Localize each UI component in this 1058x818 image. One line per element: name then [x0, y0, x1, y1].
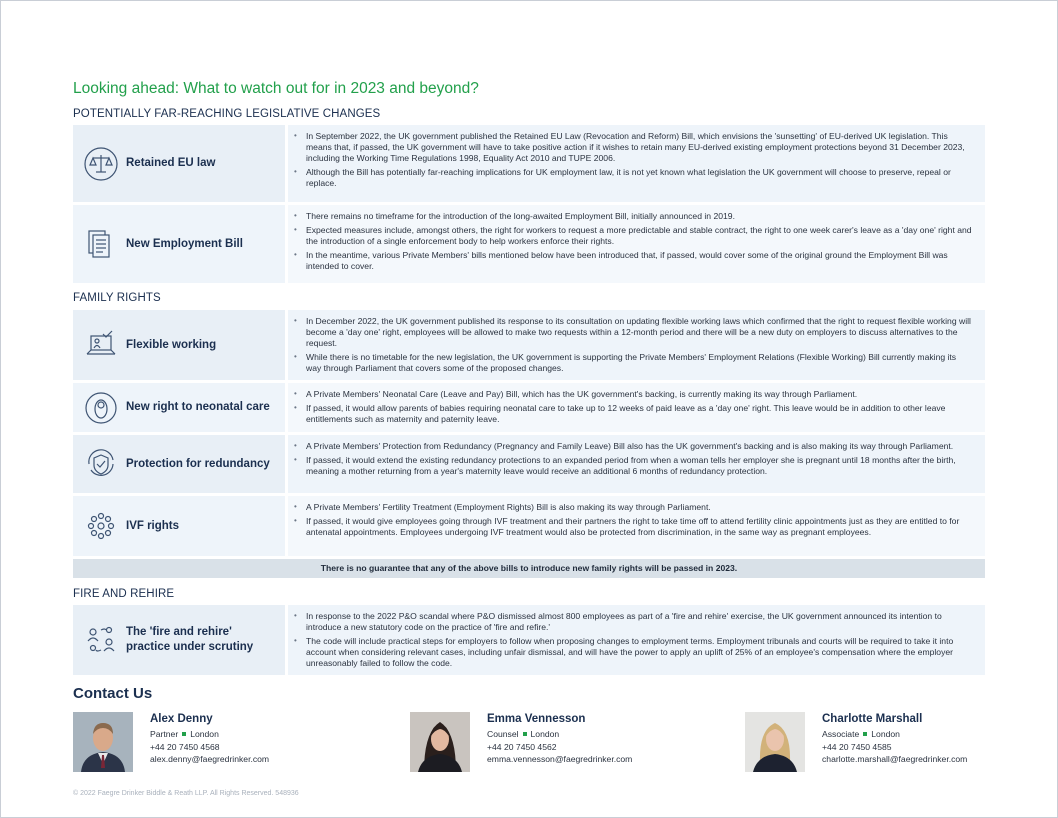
contact-email[interactable]: alex.denny@faegredrinker.com: [150, 754, 270, 765]
row-new-employment-bill: [73, 205, 985, 283]
footer-copyright: © 2022 Faegre Drinker Biddle & Reath LLP. All Rights Reserved. 548936: [73, 790, 299, 797]
bullet-item: • In response to the 2022 P&O scandal where P&O dismissed almost 800 employees as part of a 'fire and rehire' exercise, the UK government announced its intention to introduce a new statutory code on the practice of 'fire and refire.': [306, 611, 973, 633]
row-text-cell: [288, 383, 985, 432]
bullet-item: • A Private Members' Protection from Redundancy (Pregnancy and Family Leave) Bill also has the UK government's backing and is also making its way through Parliament.: [306, 441, 973, 452]
separator-dot-icon: [863, 732, 867, 736]
contact-role-line: [822, 728, 967, 741]
row-retained-eu-law: [73, 125, 985, 202]
documents-icon: [81, 226, 121, 262]
avatar: [410, 712, 470, 772]
contact-role: Counsel: [487, 729, 519, 739]
laptop-checklist-icon: [81, 327, 121, 363]
row-label: Flexible working: [126, 338, 217, 351]
row-label-cell: [73, 496, 285, 556]
bullet-item: • In December 2022, the UK government published its response to its consultation on updating flexible working laws which confirmed that the right to request flexible working will become a 'day one' right, employees will be allowed to make two requests within a 12-month period and there will be a new duty on employers to discuss alternatives to the request.: [306, 316, 973, 349]
row-neonatal-care: [73, 383, 985, 432]
row-ivf-rights: [73, 496, 985, 556]
avatar: [745, 712, 805, 772]
bullet-item: • If passed, it would allow parents of babies requiring neonatal care to take up to 12 weeks of paid leave as a 'day one' right. This leave would be in addition to other leave entitlements such as maternity and paternity leave.: [306, 403, 973, 425]
contact-name: Charlotte Marshall: [822, 713, 923, 725]
contact-city: London: [871, 729, 900, 739]
people-cycle-icon: [81, 622, 121, 658]
cells-icon: [81, 508, 121, 544]
contact-info: [487, 712, 632, 772]
contact-city: London: [190, 729, 219, 739]
page-title: Looking ahead: What to watch out for in 2023 and beyond?: [73, 80, 479, 97]
notice-banner: There is no guarantee that any of the above bills to introduce new family rights will be passed in 2023.: [73, 559, 985, 578]
avatar: [73, 712, 133, 772]
contact-email[interactable]: emma.vennesson@faegredrinker.com: [487, 754, 633, 765]
contact-name: Alex Denny: [150, 713, 213, 725]
row-label-cell: [73, 383, 285, 432]
scales-icon: [81, 146, 121, 182]
row-text-cell: [288, 310, 985, 380]
row-text-cell: [288, 205, 985, 283]
row-label: Retained EU law: [126, 157, 216, 169]
row-text-cell: [288, 435, 985, 493]
row-fire-rehire: [73, 605, 985, 675]
section-family-heading: FAMILY RIGHTS: [73, 292, 161, 304]
separator-dot-icon: [523, 732, 527, 736]
row-text-cell: [288, 125, 985, 202]
contact-info: [150, 712, 269, 772]
contact-role: Associate: [822, 729, 860, 739]
row-protection-redundancy: [73, 435, 985, 493]
contact-phone[interactable]: +44 20 7450 4568: [150, 741, 220, 752]
contact-info: [822, 712, 967, 772]
bullet-item: • The code will include practical steps for employers to follow when proposing changes to employment terms. Employment tribunals and courts will be required to take it into account when considering relevant cases, including unfair dismissal, and will have the power to apply an uplift of 25% of an employee's compensation where the employer unreasonably failed to follow the code.: [306, 636, 973, 669]
row-text-cell: [288, 496, 985, 556]
row-label: New right to neonatal care: [126, 401, 270, 413]
baby-icon: [81, 390, 121, 426]
row-label-line: practice under scrutiny: [126, 641, 254, 653]
section-fire-heading: FIRE AND REHIRE: [73, 588, 175, 600]
contact-card: [745, 712, 967, 772]
bullet-item: • In September 2022, the UK government published the Retained EU Law (Revocation and Reform) Bill, which envisions the 'sunsetting' of EU-derived UK legislation. This means that, if passed, the UK government will have to take positive action if it wishes to retain many EU-derived existing employment protections beyond 31 December 2023, including the Working Time Regulations 1998, Equality Act 2010 and TUPE 2006.: [306, 131, 973, 164]
bullet-item: • A Private Members' Fertility Treatment (Employment Rights) Bill is also making its way through Parliament.: [306, 502, 973, 513]
contact-card: [73, 712, 269, 772]
row-label: New Employment Bill: [126, 237, 243, 250]
bullet-item: • Expected measures include, amongst others, the right for workers to request a more predictable and stable contract, the right to one week carer's leave as a 'day one' right and the introduction of a single enforcement body to help workers enforce their rights.: [306, 225, 973, 247]
separator-dot-icon: [182, 732, 186, 736]
bullet-item: • There remains no timeframe for the introduction of the long-awaited Employment Bill, initially announced in 2019.: [306, 211, 973, 222]
row-label: Protection for redundancy: [126, 457, 270, 470]
row-flexible-working: [73, 310, 985, 380]
contact-title: Contact Us: [73, 685, 153, 702]
contact-email[interactable]: charlotte.marshall@faegredrinker.com: [822, 754, 968, 765]
row-label-cell: [73, 310, 285, 380]
bullet-item: • Although the Bill has potentially far-reaching implications for UK employment law, it is not yet known what legislation the UK government will choose to preserve, repeal or replace.: [306, 167, 973, 189]
bullet-item: • If passed, it would extend the existing redundancy protections to an expanded period from when a woman tells her employer she is pregnant until 18 months after the birth, meaning a mother returning from a year's maternity leave would receive an additional 6 months of redundancy protection.: [306, 455, 973, 477]
contact-city: London: [530, 729, 560, 739]
row-label-cell: [73, 605, 285, 675]
section-legislative-heading: POTENTIALLY FAR-REACHING LEGISLATIVE CHANGES: [73, 108, 381, 120]
row-label: IVF rights: [126, 519, 180, 532]
contact-phone[interactable]: +44 20 7450 4562: [487, 741, 557, 752]
contact-role-line: [150, 728, 269, 741]
row-label: [126, 625, 253, 655]
contact-role: Partner: [150, 729, 179, 739]
row-label-cell: [73, 125, 285, 202]
row-label-cell: [73, 205, 285, 283]
bullet-item: • While there is no timetable for the new legislation, the UK government is supporting the Private Members' Employment Relations (Flexible Working) Bill currently making its way through Parliament that covers some of the proposed changes.: [306, 352, 973, 374]
contact-phone[interactable]: +44 20 7450 4585: [822, 741, 892, 752]
contact-name: Emma Vennesson: [487, 713, 586, 725]
row-label-cell: [73, 435, 285, 493]
row-text-cell: [288, 605, 985, 675]
bullet-item: • A Private Members' Neonatal Care (Leave and Pay) Bill, which has the UK government's backing, is currently making its way through Parliament.: [306, 389, 973, 400]
bullet-item: • In the meantime, various Private Members' bills mentioned below have been introduced that, if passed, would cover some of the original ground the Employment Bill was intended to cover.: [306, 250, 973, 272]
contact-role-line: [487, 728, 632, 741]
row-label-line: The 'fire and rehire': [126, 626, 232, 638]
shield-check-icon: [81, 446, 121, 482]
contact-card: [410, 712, 632, 772]
bullet-item: • If passed, it would give employees going through IVF treatment and their partners the right to take time off to attend fertility clinic appointments just as they are entitled to for antenatal appointments. Employees undergoing IVF treatment would also be protected from discrimination, in the same way as pregnant employees.: [306, 516, 973, 538]
